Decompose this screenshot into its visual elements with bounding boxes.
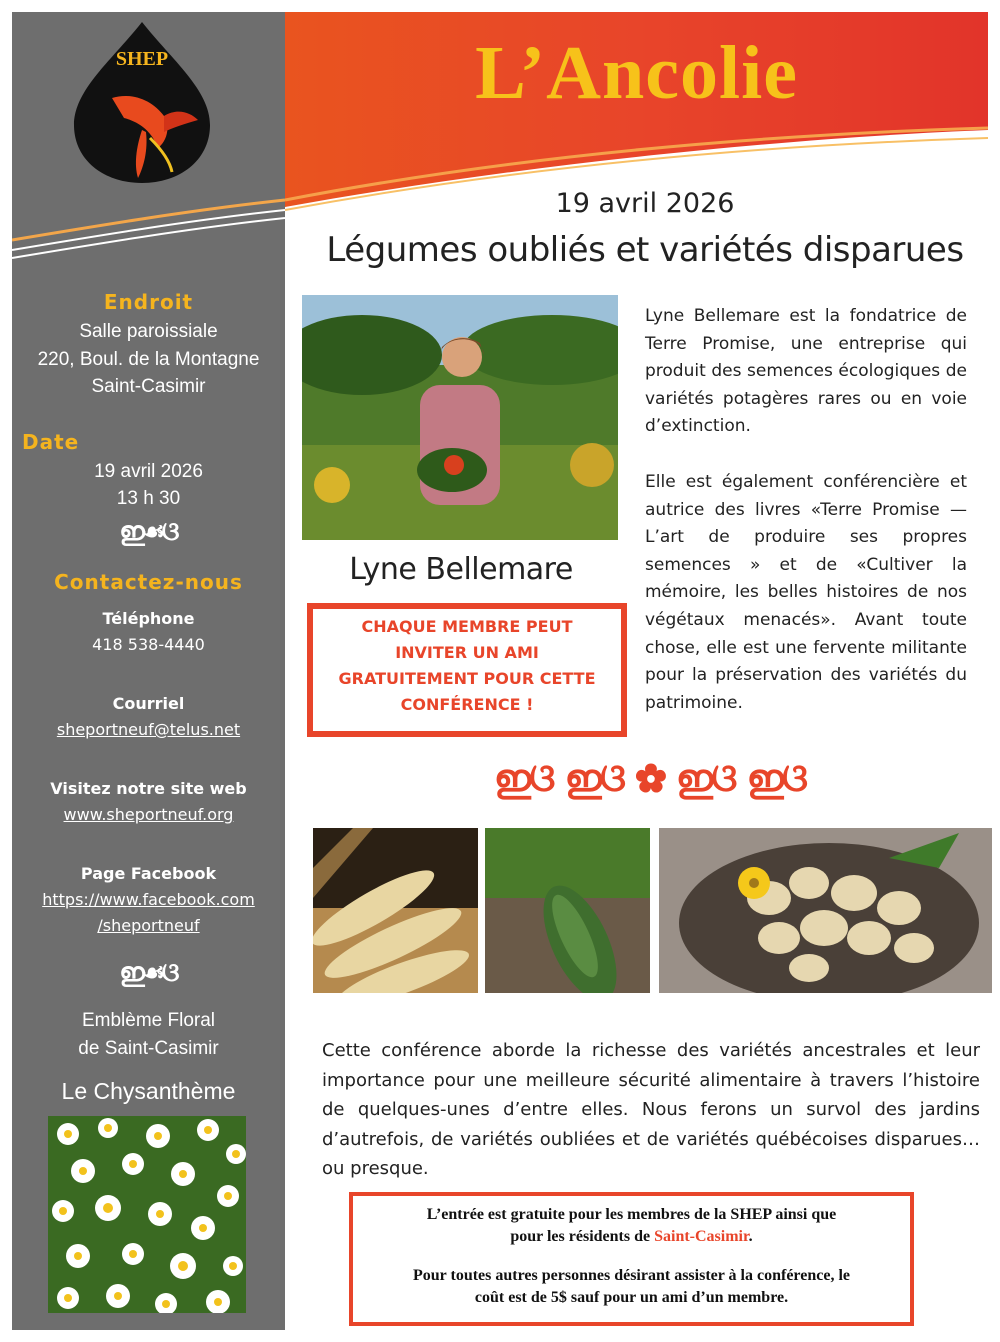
daisies-photo: [48, 1116, 246, 1313]
emblem-line-2: de Saint-Casimir: [78, 1038, 219, 1059]
conference-description: Cette conférence aborde la richesse des variétés ancestrales et leur importance pour une meilleure sécurité alimentaire à travers l’histoire de quelques-unes d’entre elles. Nous ferons un survol des jardins d’autrefois, de variétés oubliées et de variétés québécoises disparues… ou presque.: [322, 1040, 980, 1179]
corn-photo: [313, 828, 478, 993]
ornament-2: ഇ☙ଓ: [119, 958, 178, 988]
email-label: Courriel: [112, 694, 185, 713]
facebook-link-line-1[interactable]: https://www.facebook.com: [42, 890, 255, 909]
event-subtitle: Légumes oubliés et variétés disparues: [326, 230, 964, 270]
jerusalem-artichoke-photo: [659, 828, 992, 993]
header-swoosh: [12, 180, 285, 270]
logo-text: SHEP: [115, 48, 169, 70]
invite-text: [313, 614, 621, 718]
fee-line-1: L’entrée est gratuite pour les membres de la SHEP ainsi que: [426, 1206, 837, 1223]
location-line-1: Salle paroissiale: [79, 321, 218, 342]
speaker-name: Lyne Bellemare: [349, 552, 573, 587]
ornament-1: ഇ☙ଓ: [119, 517, 178, 547]
fee-line-3: Pour toutes autres personnes désirant assister à la conférence, le: [413, 1267, 850, 1284]
flower-name: Le Chysanthème: [61, 1078, 236, 1104]
emblem-line-1: Emblème Floral: [81, 1010, 216, 1031]
invite-line-2: INVITER UN AMI: [395, 643, 539, 662]
bio-paragraph-2: Elle est également conférencière et autrice des livres «Terre Promise — L’art de produire ses propres semences » et de «Cultiver la mémoire, les belles histoires de nos végétaux menacés». Avant toute chose, elle est une fervente militante pour la préservation des variétés du patrimoine.: [645, 472, 967, 713]
ornamental-divider: ഇଓ ഇଓ ✿ ഇଓ ഇଓ: [493, 755, 807, 800]
facebook-link-line-2[interactable]: /sheportneuf: [97, 916, 200, 935]
contact-heading: Contactez-nous: [54, 570, 243, 594]
fee-line-2-suffix: .: [748, 1228, 753, 1245]
location-line-2: 220, Boul. de la Montagne: [37, 349, 260, 370]
date-line-2: 13 h 30: [116, 488, 181, 509]
date-heading: Date: [22, 430, 80, 454]
fee-line-4: coût est de 5$ sauf pour un ami d’un membre.: [474, 1289, 789, 1306]
invite-line-3: GRATUITEMENT POUR CETTE: [338, 669, 596, 688]
invite-line-1: CHAQUE MEMBRE PEUT: [361, 617, 573, 636]
cucumber-photo: [485, 828, 650, 993]
fee-line-2-prefix: pour les résidents de: [510, 1228, 655, 1245]
date-line-1: 19 avril 2026: [94, 461, 203, 482]
facebook-label: Page Facebook: [80, 864, 217, 883]
newsletter-title: L’Ancolie: [475, 31, 798, 115]
event-date: 19 avril 2026: [555, 188, 735, 219]
fee-line-2: [353, 1226, 910, 1248]
invite-line-4: CONFÉRENCE !: [400, 695, 534, 714]
speaker-photo: [302, 295, 618, 540]
website-link[interactable]: www.sheportneuf.org: [63, 805, 234, 824]
shep-logo: [72, 20, 212, 185]
phone-number: 418 538-4440: [92, 635, 205, 654]
phone-label: Téléphone: [102, 609, 195, 628]
location-line-3: Saint-Casimir: [91, 376, 206, 397]
website-label: Visitez notre site web: [50, 779, 247, 798]
bio-paragraph-1: Lyne Bellemare est la fondatrice de Terre Promise, une entreprise qui produit des semences écologiques de variétés potagères rares ou en voie d’extinction.: [645, 306, 967, 437]
location-heading: Endroit: [103, 290, 194, 314]
fee-highlight-town: Saint-Casimir: [654, 1228, 749, 1245]
email-link[interactable]: sheportneuf@telus.net: [56, 720, 241, 739]
